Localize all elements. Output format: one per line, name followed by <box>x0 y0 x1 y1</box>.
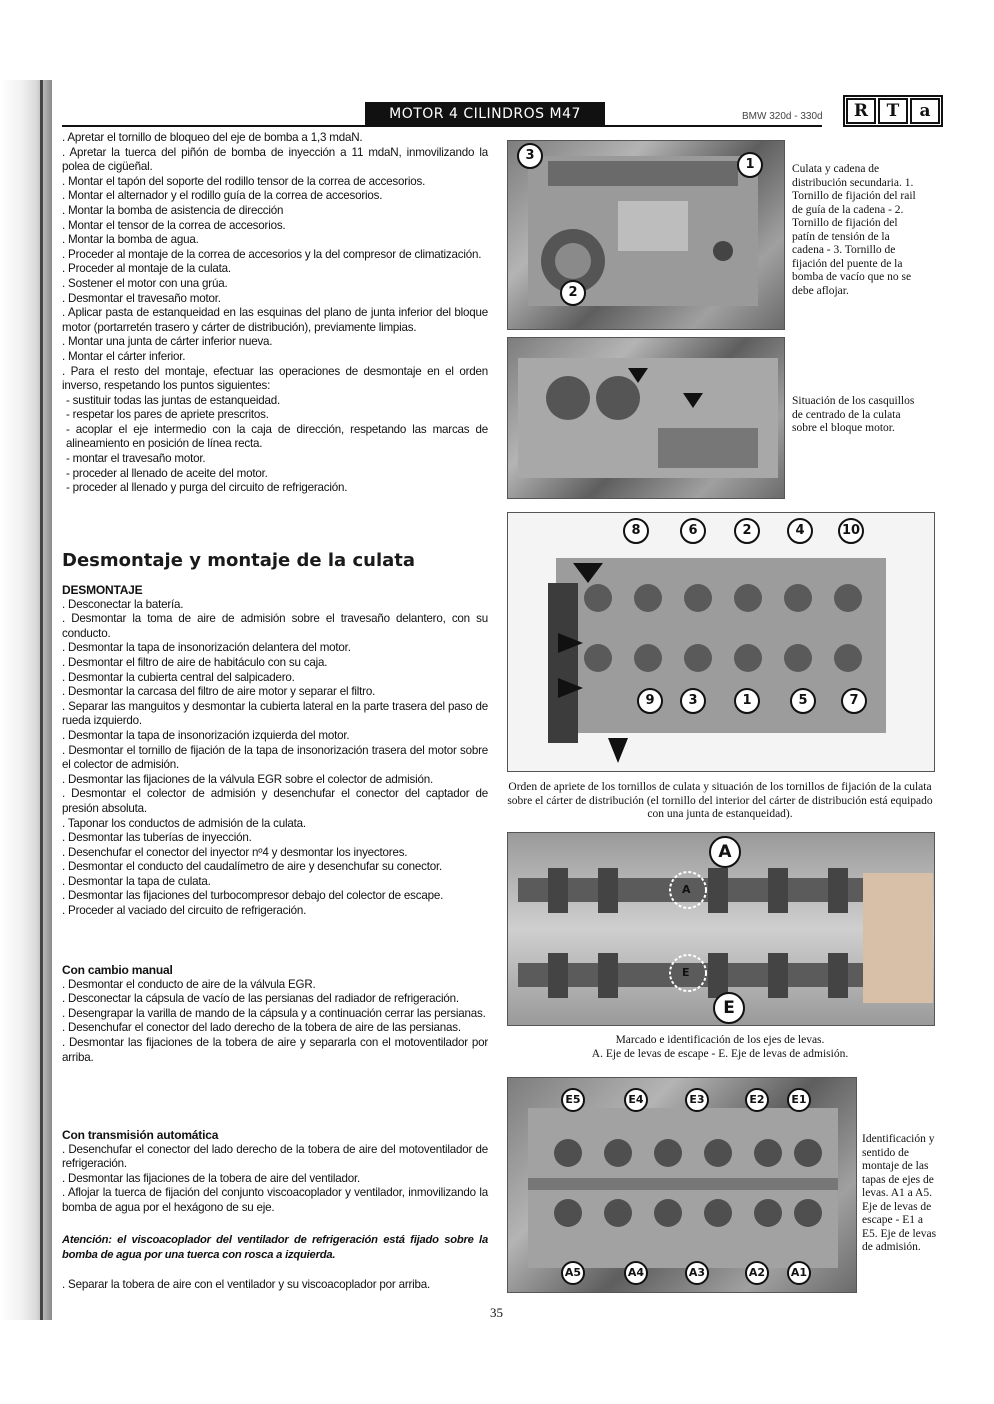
section-heading: Desmontaje y montaje de la culata <box>62 550 416 571</box>
paragraph: . Desmontar el conducto del caudalímetro de aire y desenchufar su conector. <box>62 860 443 874</box>
paragraph: . Desconectar la cápsula de vacío de las persianas del radiador de refrigeración. <box>62 992 459 1006</box>
paragraph: . Desmontar las fijaciones del turbocompresor debajo del colector de escape. <box>62 889 444 903</box>
final-paragraph: . Separar la tobera de aire con el ventilador y su viscoacoplador por arriba. <box>62 1278 431 1291</box>
paragraph: . Desmontar el travesaño motor. <box>62 291 221 305</box>
figure1-caption: Culata y cadena de distribución secundaria. 1. Tornillo de fijación del rail de guía de la cadena - 2. Tornillo de fijación del patín de tensión de la cadena - 3. Tornillo de fijación del puente de la bomba de vacío que no se debe aflojar. <box>792 163 916 297</box>
callout-E3: E3 <box>685 1088 709 1112</box>
bolt-order-callout: 1 <box>734 688 760 714</box>
paragraph: . Desmontar la cubierta central del salpicadero. <box>62 670 295 684</box>
bolt-order-callout: 9 <box>637 688 663 714</box>
bolt-order-callout: 3 <box>680 688 706 714</box>
bolt-order-callout: 5 <box>790 688 816 714</box>
paragraph: . Desmontar la carcasa del filtro de aire motor y separar el filtro. <box>62 685 376 699</box>
callout-A4: A4 <box>624 1261 648 1285</box>
paragraph: . Desmontar las fijaciones de la tobera de aire y separarla con el motoventilador por arriba. <box>62 1035 488 1064</box>
callout-A1: A1 <box>787 1261 811 1285</box>
paragraph: . Montar el tapón del soporte del rodillo tensor de la correa de accesorios. <box>62 174 426 188</box>
binding-edge <box>40 80 43 1320</box>
bolt-order-callout: 7 <box>841 688 867 714</box>
auto-heading: Con transmisión automática <box>62 1128 219 1142</box>
callout-A5: A5 <box>561 1261 585 1285</box>
callout-E2: E2 <box>745 1088 769 1112</box>
paragraph: . Desenchufar el conector del lado derecho de la tobera de aire del motoventilador de refrigeración. <box>62 1142 488 1171</box>
paragraph: . Desmontar la toma de aire de admisión sobre el travesaño delantero, con su conducto. <box>62 612 488 640</box>
paragraph: . Montar el tensor de la correa de accesorios. <box>62 218 286 232</box>
paragraph: . Montar la bomba de asistencia de dirección <box>62 203 284 217</box>
paragraph: - montar el travesaño motor. <box>66 452 206 466</box>
page-number: 35 <box>490 1305 503 1320</box>
paragraph: . Desmontar la tapa de insonorización izquierda del motor. <box>62 728 350 742</box>
figure4-caption-line2: A. Eje de levas de escape - E. Eje de levas de admisión. <box>591 1047 849 1060</box>
cam-mark: A <box>682 883 691 896</box>
bolt-order-callout: 2 <box>734 518 760 544</box>
paragraph: - respetar los pares de apriete prescritos. <box>66 408 269 422</box>
paragraph: . Montar el alternador y el rodillo guía de la correa de accesorios. <box>62 189 383 203</box>
manual-list <box>62 978 488 1066</box>
callout-A2: A2 <box>745 1261 769 1285</box>
engine-block-photo <box>508 338 784 498</box>
callout-E1: E1 <box>787 1088 811 1112</box>
vehicle-label: BMW 320d - 330d <box>742 111 823 122</box>
figure4-caption-line1: Marcado e identificación de los ejes de levas. <box>615 1034 825 1046</box>
callout-E5: E5 <box>561 1088 585 1112</box>
callout-1: 1 <box>737 152 763 178</box>
section-title: MOTOR 4 CILINDROS M47 <box>389 106 581 122</box>
paragraph: . Separar las manguitos y desmontar la cubierta lateral en la parte trasera del paso de rueda izquierdo. <box>62 699 488 728</box>
bolt-order-callout: 6 <box>680 518 706 544</box>
desmontaje-list <box>62 598 488 919</box>
paragraph: . Proceder al vaciado del circuito de refrigeración. <box>62 904 307 918</box>
bolt-order-callout: 4 <box>787 518 813 544</box>
paragraph: . Aplicar pasta de estanqueidad en las esquinas del plano de junta inferior del bloque motor (portarretén trasero y cárter de distribución), previamente limpias. <box>62 306 488 334</box>
callout-A: A <box>709 836 741 868</box>
paragraph: . Aflojar la tuerca de fijación del conjunto viscoacoplador y ventilador, inmovilizando la bomba de agua por el hexágono de su eje. <box>62 1186 488 1214</box>
paragraph: . Desmontar el tornillo de fijación de la tapa de insonorización trasera del motor sobre el colector de admisión. <box>62 743 488 772</box>
paragraph: . Sostener el motor con una grúa. <box>62 276 228 290</box>
paragraph: . Desmontar las tuberías de inyección. <box>62 831 252 845</box>
figure3-caption: Orden de apriete de los tornillos de culata y situación de los tornillos de fijación de la culata sobre el cárter de distribución (el tornillo del interior del cárter de distribución está equipado con una junta de estanqueidad). <box>507 781 933 820</box>
paragraph: - sustituir todas las juntas de estanqueidad. <box>66 393 280 407</box>
auto-list <box>62 1143 488 1216</box>
intro-text-block <box>62 131 488 496</box>
desmontaje-heading: DESMONTAJE <box>62 583 143 597</box>
paragraph: . Apretar la tuerca del piñón de bomba de inyección a 11 mdaN, inmovilizando la polea de cigüeñal. <box>62 145 488 174</box>
figure5-caption: Identificación y sentido de montaje de las tapas de ejes de levas. A1 a A5. Eje de levas de escape - E1 a E5. Eje de levas de admisión. <box>862 1133 937 1253</box>
paragraph: . Desmontar el colector de admisión y desenchufar el conector del captador de presión absoluta. <box>62 787 488 815</box>
paragraph: . Desmontar el filtro de aire de habitáculo con su caja. <box>62 655 328 669</box>
desmontaje-block <box>62 583 488 919</box>
warning-block <box>62 1233 488 1262</box>
paragraph: . Para el resto del montaje, efectuar las operaciones de desmontaje en el orden inverso, respetando los puntos siguientes: <box>62 364 488 393</box>
paragraph: - proceder al llenado y purga del circuito de refrigeración. <box>66 481 348 495</box>
paragraph: . Montar la bomba de agua. <box>62 233 199 247</box>
paragraph: . Desenchufar el conector del inyector nº4 y desmontar los inyectores. <box>62 845 408 859</box>
paragraph: . Apretar el tornillo de bloqueo del eje de bomba a 1,3 mdaN. <box>62 131 363 144</box>
cam-mark: E <box>682 966 690 979</box>
paragraph: . Taponar los conductos de admisión de la culata. <box>62 816 306 830</box>
paragraph: . Montar el cárter inferior. <box>62 349 186 363</box>
auto-block <box>62 1128 488 1216</box>
figure-head-bolt-order <box>507 512 935 772</box>
callout-E: E <box>713 992 745 1024</box>
paragraph: . Desmontar las fijaciones de la tobera de aire del ventilador. <box>62 1171 361 1185</box>
bolt-order-callout: 8 <box>623 518 649 544</box>
paragraph: . Desmontar la tapa de insonorización delantera del motor. <box>62 641 351 655</box>
paragraph: . Desengrapar la varilla de mando de la cápsula y a continuación cerrar las persianas. <box>62 1006 486 1020</box>
page-binding-shadow <box>0 80 52 1320</box>
final-block <box>62 1278 488 1293</box>
paragraph: . Desconectar la batería. <box>62 597 184 611</box>
warning-note: Atención: el viscoacoplador del ventilador de refrigeración está fijado sobre la bomba de agua por una tuerca con rosca a izquierda. <box>62 1234 488 1261</box>
paragraph: . Desmontar la tapa de culata. <box>62 874 211 888</box>
paragraph: . Proceder al montaje de la correa de accesorios y la del compresor de climatización. <box>62 247 482 261</box>
paragraph: . Montar una junta de cárter inferior nueva. <box>62 335 273 349</box>
bolt-order-callout: 10 <box>838 518 864 544</box>
logo-letter: R <box>846 98 876 124</box>
rta-logo <box>843 95 943 127</box>
callout-A3: A3 <box>685 1261 709 1285</box>
paragraph: . Desenchufar el conector del lado derecho de la tobera de aire de las persianas. <box>62 1021 461 1035</box>
logo-letter: T <box>878 98 908 124</box>
callout-E4: E4 <box>624 1088 648 1112</box>
figure2-caption: Situación de los casquillos de centrado de la culata sobre el bloque motor. <box>792 395 915 434</box>
manual-block <box>62 963 488 1065</box>
logo-letter: a <box>910 98 940 124</box>
paragraph: . Proceder al montaje de la culata. <box>62 262 231 276</box>
callout-2: 2 <box>560 280 586 306</box>
paragraph: - acoplar el eje intermedio con la caja de dirección, respetando las marcas de alineamiento en posición de línea recta. <box>66 422 488 451</box>
callout-3: 3 <box>517 143 543 169</box>
header-rule <box>62 125 822 127</box>
paragraph: . Desmontar las fijaciones de la válvula EGR sobre el colector de admisión. <box>62 772 433 786</box>
paragraph: - proceder al llenado de aceite del motor. <box>66 466 268 480</box>
head-bolt-photo <box>508 513 934 771</box>
paragraph: . Desmontar el conducto de aire de la válvula EGR. <box>62 977 316 991</box>
manual-heading: Con cambio manual <box>62 963 173 977</box>
section-title-bar <box>365 102 605 126</box>
figure4-caption <box>507 1034 933 1061</box>
figure-block-dowels <box>507 337 785 499</box>
